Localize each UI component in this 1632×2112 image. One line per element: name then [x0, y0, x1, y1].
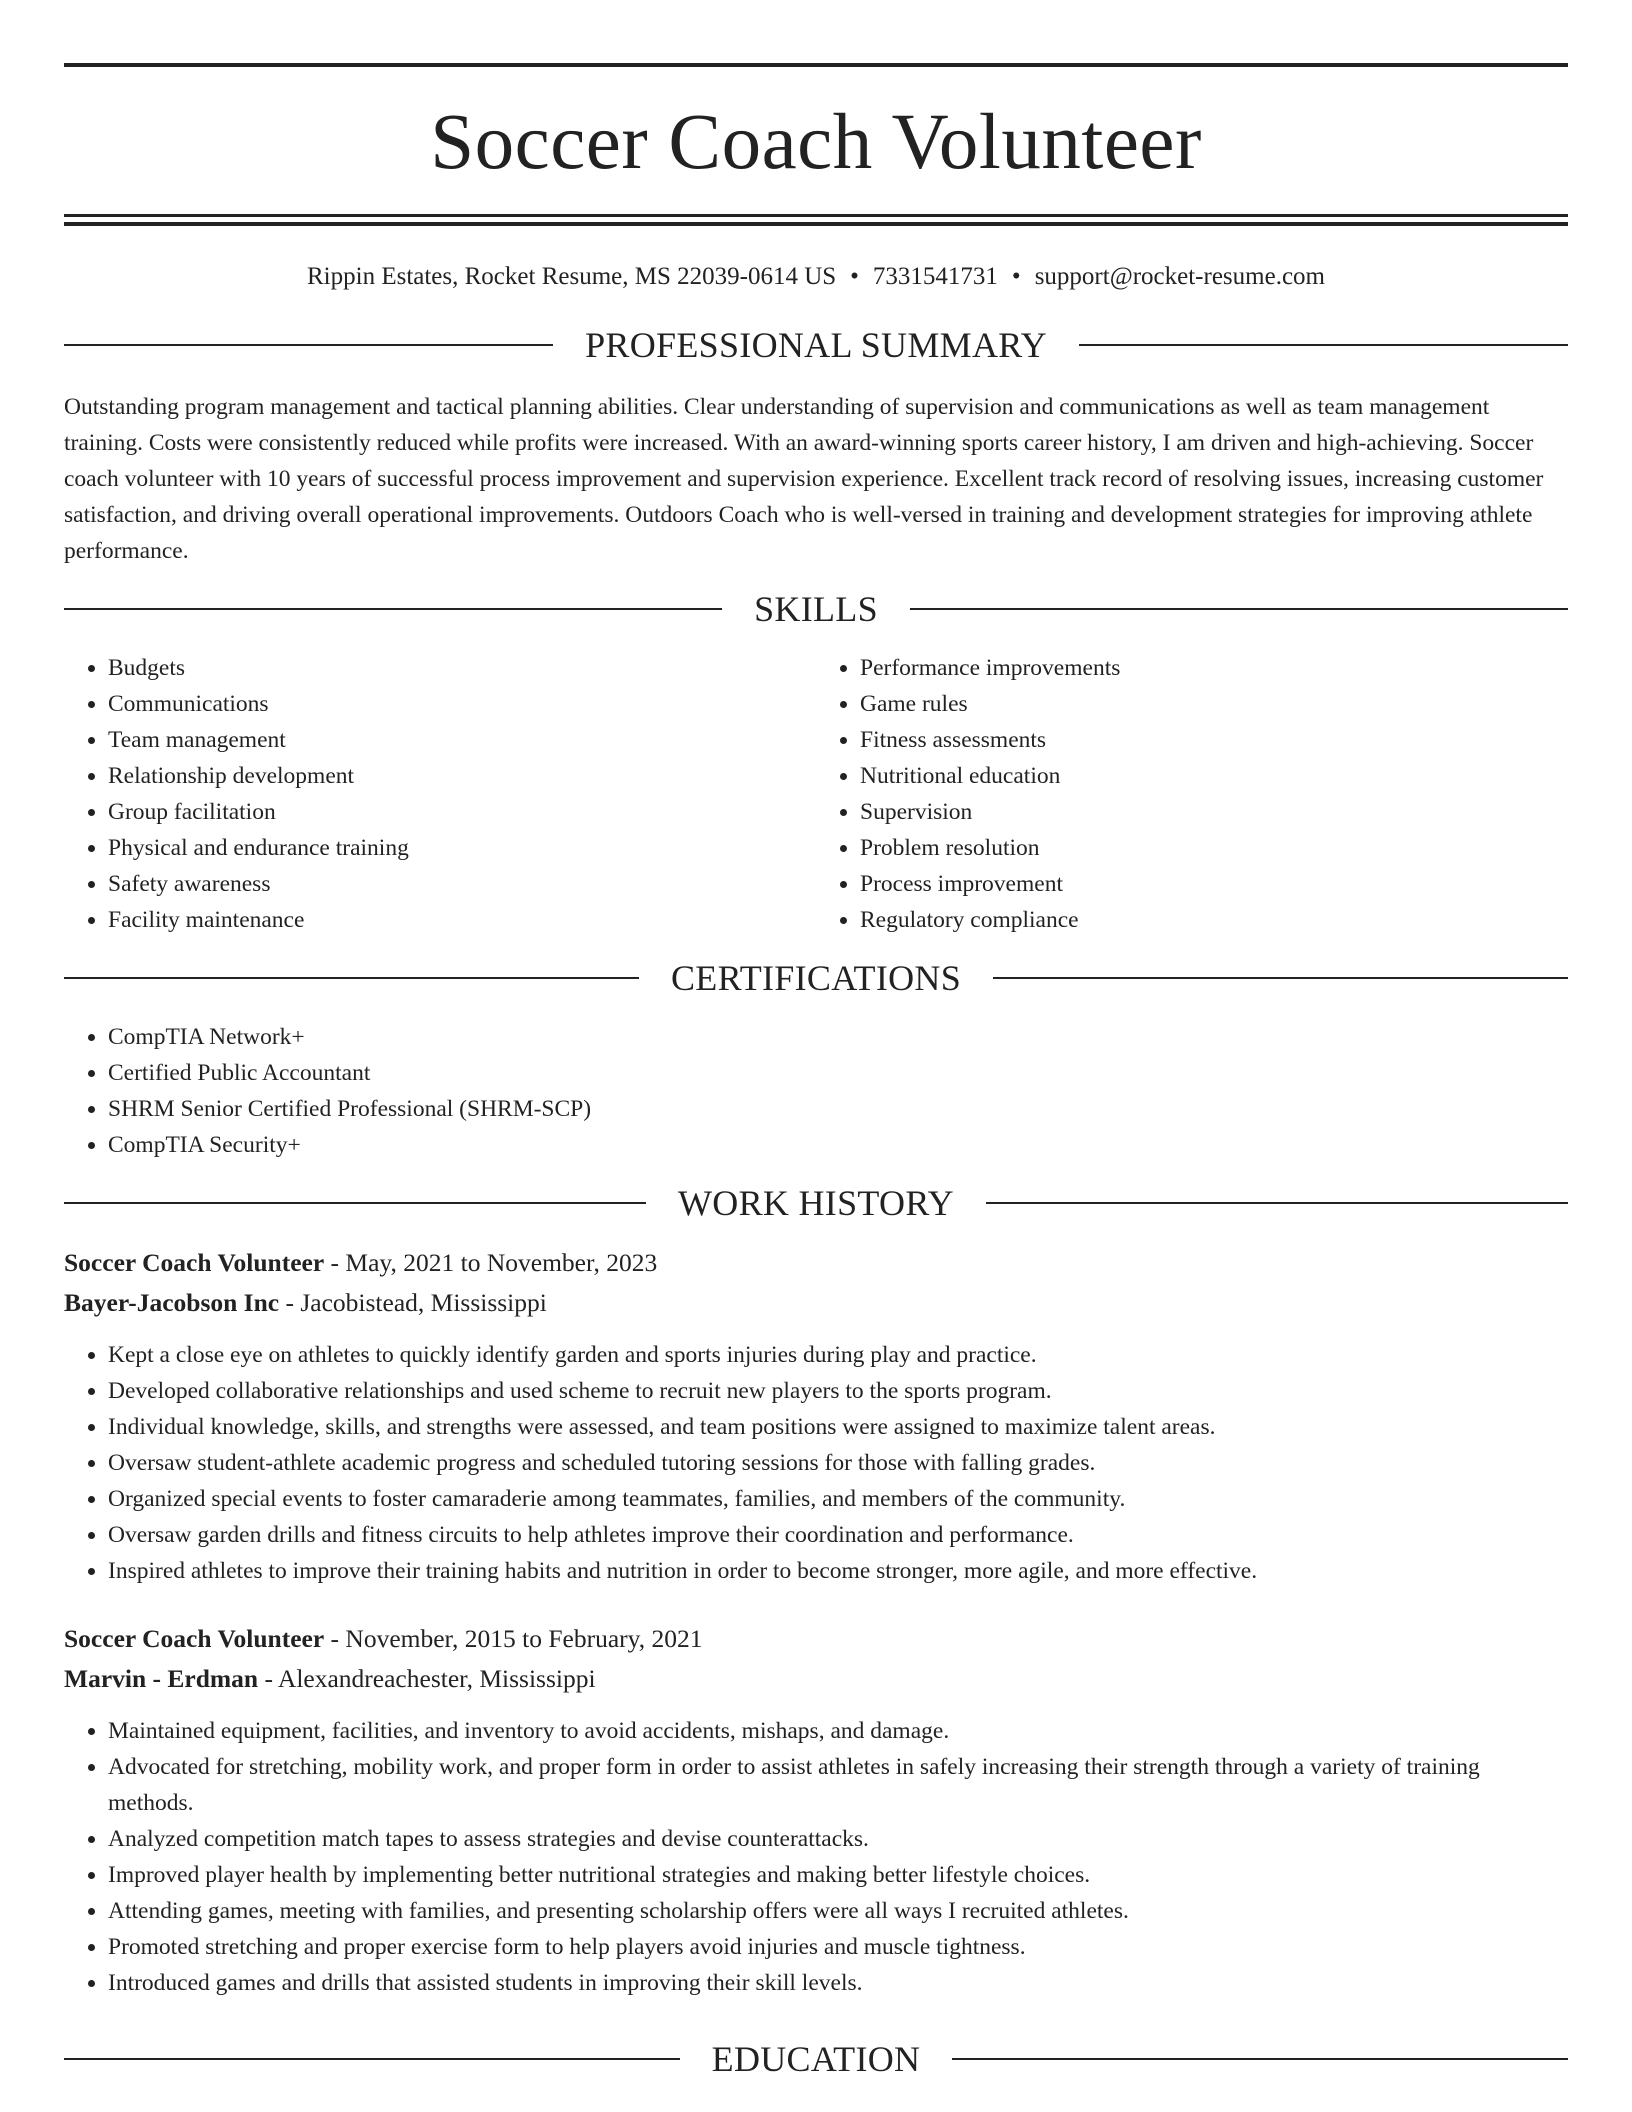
- contact-phone: 7331541731: [872, 263, 998, 290]
- skills-heading-row: [64, 591, 1568, 627]
- job-dates: - May, 2021 to November, 2023: [324, 1248, 658, 1277]
- job-bullets: [64, 1337, 1568, 1589]
- certifications-heading-row: [64, 960, 1568, 996]
- job-title: Soccer Coach Volunteer: [64, 1248, 325, 1277]
- skill-item: • Fitness assessments: [860, 722, 1568, 758]
- heading-rule-left: [64, 344, 553, 346]
- job-location: - Alexandreachester, Mississippi: [258, 1664, 596, 1693]
- heading-rule-left: [64, 2058, 680, 2060]
- contact-address: Rippin Estates, Rocket Resume, MS 22039-0614 US: [307, 263, 837, 290]
- heading-rule-right: [1079, 344, 1568, 346]
- title-double-rule: [64, 214, 1568, 226]
- heading-rule-right: [986, 1202, 1568, 1204]
- job-company: Marvin - Erdman: [64, 1664, 259, 1693]
- skill-item: • Process improvement: [860, 866, 1568, 902]
- skill-item: • Performance improvements: [860, 650, 1568, 686]
- summary-heading-row: [64, 327, 1568, 363]
- work-heading: WORK HISTORY: [678, 1183, 954, 1223]
- work-heading-row: [64, 1185, 1568, 1221]
- heading-rule-left: [64, 1202, 646, 1204]
- skill-item: • Safety awareness: [108, 866, 816, 902]
- heading-rule-right: [910, 608, 1568, 610]
- job-bullet: • Maintained equipment, facilities, and inventory to avoid accidents, mishaps, and damage.: [108, 1713, 1568, 1749]
- education-heading-row: [64, 2041, 1568, 2077]
- job-title-line: [64, 1619, 1568, 1659]
- skill-item: • Communications: [108, 686, 816, 722]
- job-bullet: • Kept a close eye on athletes to quickly identify garden and sports injuries during play and practice.: [108, 1337, 1568, 1373]
- skills-list-left: [64, 650, 816, 938]
- job-company: Bayer-Jacobson Inc: [64, 1288, 280, 1317]
- job-bullet: • Inspired athletes to improve their training habits and nutrition in order to become stronger, more agile, and more effective.: [108, 1553, 1568, 1589]
- skills-columns: [64, 650, 1568, 938]
- job-bullet: • Advocated for stretching, mobility work, and proper form in order to assist athletes in safely increasing their strength through a variety of training methods.: [108, 1749, 1568, 1821]
- job-bullet: • Introduced games and drills that assisted students in improving their skill levels.: [108, 1965, 1568, 2001]
- certifications-heading: CERTIFICATIONS: [670, 958, 962, 998]
- job-bullet: • Individual knowledge, skills, and strengths were assessed, and team positions were assigned to maximize talent areas.: [108, 1409, 1568, 1445]
- skill-item: • Game rules: [860, 686, 1568, 722]
- job-entry: [64, 1619, 1568, 2001]
- skills-heading: SKILLS: [754, 589, 878, 629]
- job-bullet: • Attending games, meeting with families, and presenting scholarship offers were all ways I recruited athletes.: [108, 1893, 1568, 1929]
- heading-rule-right: [993, 977, 1568, 979]
- skill-item: • Problem resolution: [860, 830, 1568, 866]
- skill-item: • Regulatory compliance: [860, 902, 1568, 938]
- job-title-line: [64, 1243, 1568, 1283]
- summary-text: Outstanding program management and tactical planning abilities. Clear understanding of supervision and communications as well as team management training. Costs were consistently reduced while profits were increased. With an award-winning sports career history, I am driven and high-achieving. Soccer coach volunteer with 10 years of successful process improvement and supervision experience. Excellent track record of resolving issues, increasing customer satisfaction, and driving overall operational improvements. Outdoors Coach who is well-versed in training and development strategies for improving athlete performance.: [64, 394, 1544, 564]
- job-dates: - November, 2015 to February, 2021: [324, 1624, 703, 1653]
- job-bullet: • Oversaw garden drills and fitness circuits to help athletes improve their coordination and performance.: [108, 1517, 1568, 1553]
- job-bullets: [64, 1713, 1568, 2001]
- contact-email[interactable]: support@rocket-resume.com: [1034, 263, 1325, 290]
- top-rule: [64, 63, 1568, 67]
- certification-item: • CompTIA Security+: [108, 1127, 1568, 1163]
- skill-item: • Facility maintenance: [108, 902, 816, 938]
- skill-item: • Budgets: [108, 650, 816, 686]
- skill-item: • Team management: [108, 722, 816, 758]
- skill-item: • Physical and endurance training: [108, 830, 816, 866]
- certifications-list: [64, 1019, 1568, 1163]
- certification-item: • CompTIA Network+: [108, 1019, 1568, 1055]
- contact-separator: •: [850, 263, 859, 290]
- skill-item: • Supervision: [860, 794, 1568, 830]
- job-location: - Jacobistead, Mississippi: [279, 1288, 547, 1317]
- job-bullet: • Improved player health by implementing better nutritional strategies and making better lifestyle choices.: [108, 1857, 1568, 1893]
- job-bullet: • Developed collaborative relationships and used scheme to recruit new players to the sports program.: [108, 1373, 1568, 1409]
- certification-item: • SHRM Senior Certified Professional (SHRM-SCP): [108, 1091, 1568, 1127]
- job-company-line: [64, 1283, 1568, 1323]
- job-entry: [64, 1243, 1568, 1589]
- skills-list-right: [816, 650, 1568, 938]
- job-bullet: • Organized special events to foster camaraderie among teammates, families, and members of the community.: [108, 1481, 1568, 1517]
- job-company-line: [64, 1659, 1568, 1699]
- education-heading: EDUCATION: [711, 2039, 921, 2079]
- resume-title: Soccer Coach Volunteer: [430, 99, 1202, 186]
- job-bullet: • Promoted stretching and proper exercise form to help players avoid injuries and muscle tightness.: [108, 1929, 1568, 1965]
- skill-item: • Group facilitation: [108, 794, 816, 830]
- job-bullet: • Analyzed competition match tapes to assess strategies and devise counterattacks.: [108, 1821, 1568, 1857]
- heading-rule-left: [64, 977, 639, 979]
- job-title: Soccer Coach Volunteer: [64, 1624, 325, 1653]
- skill-item: • Nutritional education: [860, 758, 1568, 794]
- contact-separator: •: [1011, 263, 1021, 290]
- contact-line: [64, 264, 1568, 289]
- heading-rule-right: [952, 2058, 1568, 2060]
- certification-item: • Certified Public Accountant: [108, 1055, 1568, 1091]
- heading-rule-left: [64, 608, 722, 610]
- summary-heading: PROFESSIONAL SUMMARY: [585, 325, 1047, 365]
- job-bullet: • Oversaw student-athlete academic progress and scheduled tutoring sessions for those with falling grades.: [108, 1445, 1568, 1481]
- skill-item: • Relationship development: [108, 758, 816, 794]
